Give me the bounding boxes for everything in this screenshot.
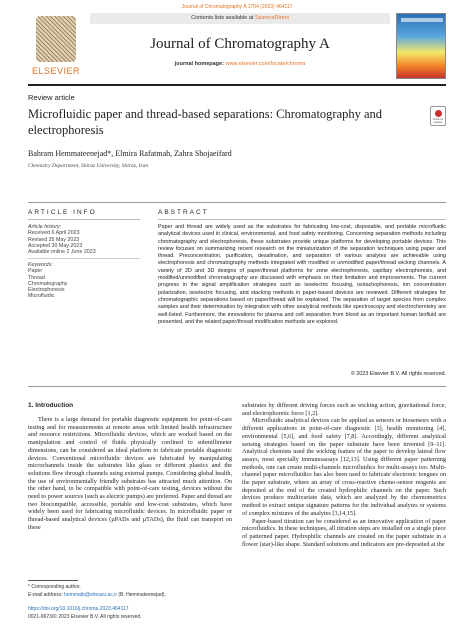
header-center — [90, 13, 390, 79]
journal-cover-thumbnail — [396, 13, 446, 79]
intro-paragraph: There is a large demand for portable diagnostic equipment for point-of-care testing and for measurements at remote areas with limited health infrastructure and resource restrictions. Microfluidic devices, which are worked based on the manipulation and control of fluids physically confined to submillimeter dimensions, can be considered an ideal platform to fabricate portable diagnostic devices. Conventional microfluidic devices are fabricated by manipulating microchannels inside the substrates like glass or different plastics and the solutions flow through channels using external pumps. Considering global health, the use of environmentally friendly substrates has attracted much attention. On the other hand, to be compatible with point-of-care testing, devices without the need to power sources (such as electric pumps) are preferred. Paper and thread are two biocompatible, accessible, portable and low-cost substrates, which have widely been used for fabricating microfluidic devices. In microfluidic paper or thread-based analytical devices (µPADs and µTADs), the fluid can transport on these — [28, 416, 232, 531]
elsevier-wordmark: ELSEVIER — [31, 66, 81, 76]
intro-column-right — [242, 402, 446, 548]
keywords-rule — [28, 258, 140, 259]
email-link[interactable]: hemmatb@shirazu.ac.ir — [64, 592, 117, 598]
article-type: Review article — [28, 93, 75, 102]
header-rule — [28, 84, 446, 86]
keyword-item: Paper — [28, 268, 43, 275]
author-list: Bahram Hemmateenejad*, Elmira Rafatmah, Zahra Shojaeifard — [28, 149, 232, 158]
cover-title-bar — [401, 18, 443, 22]
abstract-heading: ABSTRACT — [158, 209, 209, 216]
article-title: Microfluidic paper and thread-based separations: Chromatography and electrophoresis — [28, 107, 383, 137]
keyword-item: Microfluidic — [28, 293, 55, 300]
journal-title: Journal of Chromatography A — [150, 36, 330, 52]
affiliation: Chemistry Department, Shiraz University, Shiraz, Iran — [28, 163, 149, 169]
email-label: E-mail address: — [28, 592, 63, 598]
keyword-item: Chromatography — [28, 280, 68, 287]
abstract-sub-rule — [158, 219, 446, 220]
history-label: Article history: — [28, 224, 62, 230]
crossmark-badge[interactable] — [430, 106, 446, 126]
crossmark-label: Check for updates — [432, 118, 444, 124]
footnote-rule — [28, 580, 78, 581]
email-note — [28, 592, 166, 598]
intro-paragraph: Microfluidic analytical devices can be applied as sensors or biosensors with a different applications in point-of-care diagnostic [3], health monitoring [4], environmental [5,6], and food safety [7,8]. Accordingly, different analytical sensing strategies based on the paper substrate have been invented [9–11]. Analytical chemists used the wicking feature of the paper to develop lateral flow assays, most specially immunoassays [12,13]. Using different paper patterning methods, one can create multi-channels microfluidics for multi-assays too. Multi-channel paper microfluidics has also been used to fabricate electronic tongues on the paper substrate, where an array of cross-reactive chemo-sensor reagents are deposited at the end of the created hydrophilic channels on the paper. Such devices produce multivariate data, which are analyzed by the chemometrics method to extract unique signature patterns for the individual analytes or systems of complex mixtures of the analytes [3,14,15]. — [242, 417, 446, 517]
info-sub-rule — [28, 219, 140, 220]
abstract-copyright: © 2023 Elsevier B.V. All rights reserved. — [350, 371, 446, 377]
sciencedirect-link[interactable]: ScienceDirect — [254, 15, 289, 21]
email-suffix: (B. Hemmateenejad). — [118, 592, 166, 598]
corresponding-author-note: * Corresponding author. — [28, 584, 81, 590]
doi-line — [28, 606, 129, 612]
doi-link[interactable]: https://doi.org/10.1016/j.chroma.2023.464117 — [28, 606, 129, 612]
keywords-label: Keywords: — [28, 262, 53, 268]
abstract-text: Paper and thread are widely used as the substrates for fabricating low-cost, disposable, and portable microfluidic analytical devices used in clinical, environmental, and food safety monitoring. Concerning separation methods including chromatography and electrophoresis, these substrates provide unique platforms for developing portable devices. This review focuses on summarizing recent research on the miniaturization of the separation techniques using paper and thread. Preconcentration, purification, desalination, and separation of various analytes are achievable using electrophoresis and chromatography methods integrated with modified or unmodified paper/thread wicking channels. A variety of 2D and 3D designs of paper/thread platforms for zone electrophoresis, capillary electrophoresis, and modified/unmodified chromatography are discussed with emphasis on their limitation and improvements. The current progress in the signal amplification strategies such as isoelectric focusing, isotachophoresis, ion concentration polarization, isoelectric focusing, and stacking methods in paper-based devices are reviewed. Different strategies for chromatographic separations based on paper/thread will be explained. The separation of target species from complex samples and their determination by integration with other analytical methods like spectroscopy and electrochemistry are well-listed. Furthermore, the innovations for plasma and cell separation from blood as an important human biofluid are presented, and the related paper/thread modification methods are explored. — [158, 224, 446, 325]
history-item: Received 6 April 2023 — [28, 230, 80, 237]
crossmark-icon — [435, 110, 442, 117]
intro-column-left — [28, 416, 232, 532]
issn-line: 0021-9673/© 2023 Elsevier B.V. All rights reserved. — [28, 614, 142, 620]
info-top-rule — [28, 202, 446, 203]
keyword-item: Electrophoresis — [28, 287, 65, 294]
contents-prefix: Contents lists available at — [191, 15, 254, 21]
history-item: Accepted 30 May 2023 — [28, 242, 83, 249]
abstract-bottom-rule — [28, 386, 446, 387]
top-citation: Journal of Chromatography A 1704 (2023) 464117 — [181, 4, 293, 10]
article-info-heading: ARTICLE INFO — [28, 209, 97, 216]
keyword-item: Thread — [28, 274, 45, 281]
history-item: Available online 2 June 2023 — [28, 249, 96, 256]
journal-homepage — [90, 61, 390, 67]
keywords — [28, 262, 140, 300]
introduction-heading: 1. Introduction — [28, 402, 74, 409]
history-item: Revised 25 May 2023 — [28, 236, 80, 243]
journal-header — [28, 13, 446, 79]
intro-paragraph: substrates by different driving forces such as wicking action, gravitational force, and electrophoretic force [1,2]. — [242, 402, 446, 417]
intro-paragraph: Paper-based titration can be considered as an innovative application of paper microfluidics. In these techniques, all titration steps are installed on a single piece of patterned paper. Hydrophilic channels are created on the paper substrate in a flower (star)-like shape. Standard solutions and indicators are pre-deposited at the — [242, 517, 446, 548]
homepage-link[interactable]: www.elsevier.com/locate/chroma — [225, 61, 306, 67]
contents-bar — [90, 13, 390, 24]
elsevier-logo — [28, 13, 84, 79]
homepage-prefix: journal homepage: — [174, 61, 224, 67]
elsevier-tree-icon — [36, 16, 76, 62]
article-history — [28, 224, 140, 255]
